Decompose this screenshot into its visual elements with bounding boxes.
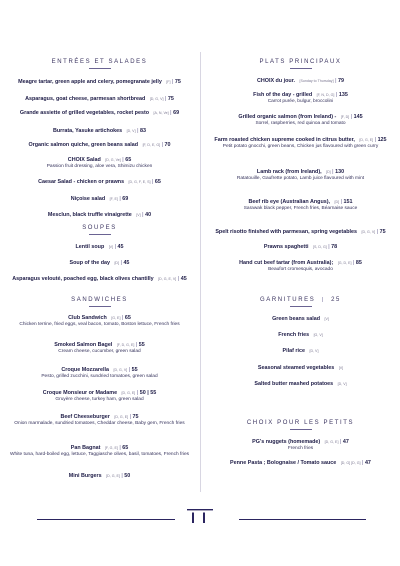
price-separator: | [176, 276, 181, 282]
column-divider [200, 52, 201, 492]
price-separator: | [117, 445, 123, 451]
dish-price: 85 [355, 260, 362, 266]
dish-price: 145 [353, 114, 363, 120]
price-separator: | [170, 79, 175, 85]
price-separator: | [135, 128, 140, 134]
allergen-codes: [V] [324, 317, 329, 321]
sandwich-item [7, 311, 192, 329]
price-separator: | [360, 460, 365, 466]
allergen-codes: [F, D, E, G] [142, 143, 161, 147]
dish-name: Asparagus velouté, poached egg, black olives chantilly [12, 276, 154, 282]
dish-description: Sarawak black pepper, French fries, Béarnaise sauce [243, 206, 358, 211]
sandwich-item [7, 363, 192, 381]
dish-price: 65 [125, 157, 132, 163]
dish-name: Beef Cheeseburger [60, 414, 110, 420]
dish-name: Croque Mozzarella [61, 367, 109, 373]
plat-item [208, 165, 393, 183]
dish-description: Pesto, grilled zucchini, sundried tomatoes, green salad [41, 374, 158, 379]
price-separator: | [127, 367, 132, 373]
dish-name: Pilaf rice [282, 348, 306, 354]
allergen-codes: [D, G, E, V] [158, 277, 177, 281]
plat-item [208, 110, 393, 128]
dish-description: Cream cheese, cucumber, green salad [58, 349, 141, 354]
dish-description: Carrot purée, bulgur, broccolini [267, 99, 334, 104]
garniture-item [208, 328, 393, 339]
dish-name: Club Sandwich [68, 315, 107, 321]
allergen-codes: [F, G, E] [104, 446, 118, 450]
allergen-codes: [F, E] [109, 197, 118, 201]
footer-rule-left [37, 519, 175, 520]
price-separator: | [140, 212, 146, 218]
price-separator: | [330, 169, 336, 175]
price-separator: | [326, 244, 332, 250]
dish-name: Mini Burgers [68, 473, 102, 479]
allergen-codes: [G, V] [313, 333, 323, 337]
dish-name: Caesar Salad - chicken or prawns [38, 179, 125, 185]
dish-name: Asparagus, goat cheese, parmesan shortbread [25, 96, 146, 102]
dish-name: Prawns spaghetti [263, 244, 309, 250]
allergen-codes: [F] [166, 80, 171, 84]
allergen-codes: [D, G, E] [114, 415, 129, 419]
plat-item [208, 74, 393, 85]
garnitures-price: 25 [331, 297, 341, 303]
price-separator: | [117, 196, 123, 202]
garniture-item [208, 312, 393, 323]
price-separator: | [163, 96, 168, 102]
dish-name: Farm roasted chicken supreme cooked in citrus butter, [214, 137, 355, 143]
plat-item [208, 240, 393, 251]
price-separator: | [120, 157, 126, 163]
plat-item [208, 256, 393, 274]
price-separator: | [333, 78, 338, 84]
section-title-soupes: SOUPES [7, 225, 192, 235]
price-separator: | [134, 342, 139, 348]
dish-price: 47 [364, 460, 371, 466]
price-separator: | [351, 260, 356, 266]
dish-name: Mesclun, black truffle vinaigrette [47, 212, 132, 218]
allergen-codes: [V] [338, 366, 344, 370]
dish-price: 70 [164, 142, 171, 148]
dish-name: Penne Pasta ; Bolognaise / Tomato sauce [230, 460, 337, 466]
price-separator: | [128, 414, 133, 420]
dish-description: Onion marmalade, sundried tomatoes, Cheddar cheese, Baby gem, French fries [14, 421, 185, 426]
soupe-item [7, 256, 192, 267]
dish-name: Grande assiette of grilled vegetables, rocket pesto [19, 110, 150, 116]
entree-item [7, 192, 192, 203]
dish-name: French fries [278, 332, 310, 338]
dish-price: 50 [124, 473, 131, 479]
dish-description: Gruyère cheese, turkey ham, green salad [55, 397, 144, 402]
allergen-codes: [G, D, E] [337, 261, 352, 265]
dish-description: Sorrel, raspberries, red quinoa and tomato [255, 121, 346, 126]
entree-item [7, 138, 192, 149]
price-separator: | [119, 473, 125, 479]
dish-price: 65 [124, 315, 131, 321]
section-title-entrees: ENTRÉES ET SALADES [7, 59, 192, 69]
dish-price: 65 [122, 445, 129, 451]
allergen-codes: [D, G, V] [149, 97, 164, 101]
dish-price: 75 [167, 96, 174, 102]
price-separator: | [339, 199, 344, 205]
plat-item [208, 133, 393, 151]
sandwich-item [7, 441, 192, 459]
dish-name: Hand cut beef tartar (from Australia); [239, 260, 334, 266]
dish-description: Beaufort cromesquis, avocado [268, 267, 333, 272]
allergen-codes: [F, D, G, E] [116, 343, 135, 347]
dish-name: Green beans salad [272, 316, 321, 322]
dish-price: 45 [123, 260, 130, 266]
dish-description: Passion fruit dressing, aloe vera, Shimizu chicken [46, 164, 153, 169]
dish-name: Spelt risotto finished with parmesan, spring vegetables [215, 229, 358, 235]
entree-item [7, 106, 192, 117]
garniture-item [208, 361, 393, 372]
dish-name: CHOIX du jour. [256, 78, 296, 84]
dish-price: 79 [338, 78, 344, 84]
allergen-codes: [Sunday to Thursday] [299, 79, 334, 83]
allergen-codes: [D, G, F, E, S] [128, 180, 151, 184]
dish-price: 83 [139, 128, 146, 134]
dish-name: Meagre tartar, green apple and celery, pomegranate jelly [18, 79, 162, 85]
sandwich-item [7, 410, 192, 428]
dish-price: 151 [343, 199, 353, 205]
dish-name: Smoked Salmon Bagel [54, 342, 113, 348]
dish-name: Lentil soup [75, 244, 105, 250]
allergen-codes: [S, D, G] [312, 245, 327, 249]
dish-price: 47 [342, 439, 349, 445]
dish-name: PG's nuggets (homemade) [252, 439, 321, 445]
price-separator: | [120, 315, 125, 321]
dish-price: 75 [379, 229, 386, 235]
section-title-plats: PLATS PRINCIPAUX [208, 59, 393, 69]
price-separator: | [338, 439, 343, 445]
dish-name: CHOIX Salad [67, 157, 101, 163]
dish-description: Petit potato gnocchi, green beans, Chicken jus flavoured with green curry [222, 144, 379, 149]
allergen-codes: [V] [108, 245, 114, 249]
sandwich-item [7, 469, 192, 480]
allergen-codes: [D, G, E] [359, 138, 374, 142]
allergen-codes: [F, D] [340, 115, 350, 119]
allergen-codes: [D, G, E] [324, 440, 339, 444]
dish-name: Beef rib eye (Australian Angus), [248, 199, 331, 205]
dish-price: 50 | 55 [139, 390, 157, 396]
section-title-enfants: CHOIX POUR LES PETITS [208, 420, 393, 430]
garniture-item [208, 377, 393, 388]
entree-item [7, 175, 192, 186]
entree-item [7, 124, 192, 135]
dish-description: Ratatouille, Gaufrette potato, Lamb juice flavoured with mint [236, 176, 365, 181]
dish-price: 130 [335, 169, 345, 175]
entree-item [7, 75, 192, 86]
dish-price: 55 [131, 367, 138, 373]
dish-price: 65 [154, 179, 161, 185]
plat-item [208, 195, 393, 213]
allergen-codes: [D] [334, 200, 340, 204]
dish-name: Grilled organic salmon (from Ireland) - [238, 114, 337, 120]
dish-price: 75 [132, 414, 139, 420]
dish-description: French fries [287, 446, 314, 451]
price-separator: | [334, 92, 339, 98]
dish-name: Fish of the day - grilled [253, 92, 313, 98]
price-separator: | [150, 179, 155, 185]
price-separator: | [373, 137, 378, 143]
entree-item [7, 208, 192, 219]
section-title-garnitures: GARNITURES | 25 [208, 297, 393, 307]
allergen-codes: [D, G, V] [361, 230, 376, 234]
price-separator: | [160, 142, 165, 148]
plat-item [208, 88, 393, 106]
dish-name: Seasonal steamed vegetables [257, 365, 335, 371]
allergen-codes: [V] [136, 213, 141, 217]
sandwich-item [7, 386, 192, 404]
dish-name: Organic salmon quiche, green beans salad [28, 142, 139, 148]
price-separator: | [113, 244, 118, 250]
price-separator: | [168, 110, 174, 116]
dish-name: Soup of the day [69, 260, 110, 266]
dish-price: 135 [338, 92, 348, 98]
entree-item [7, 153, 192, 171]
dish-price: 69 [173, 110, 180, 116]
price-separator: | [375, 229, 380, 235]
dish-name: Croque Monsieur or Madame [42, 390, 118, 396]
allergen-codes: [D, V] [309, 349, 319, 353]
allergen-codes: [A, N, Ve] [153, 111, 169, 115]
dish-price: 45 [180, 276, 187, 282]
pg-monogram-logo-icon [187, 509, 213, 523]
allergen-codes: [D, V] [337, 382, 347, 386]
enfant-item [208, 456, 393, 467]
allergen-codes: [D, G, E] [106, 474, 120, 478]
plat-item [208, 225, 393, 236]
enfant-item [208, 435, 393, 453]
dish-price: 75 [174, 79, 181, 85]
dish-name: Pan Bagnat [70, 445, 101, 451]
allergen-codes: [D, G] [D, G] [340, 461, 361, 465]
dish-price: 55 [138, 342, 145, 348]
dish-price: 45 [117, 244, 124, 250]
dish-name: Niçoise salad [70, 196, 106, 202]
garnitures-title: GARNITURES [260, 297, 316, 303]
dish-price: 78 [331, 244, 338, 250]
dish-name: Salted butter mashed potatoes [254, 381, 334, 387]
price-separator: | [135, 390, 140, 396]
sandwich-item [7, 338, 192, 356]
dish-name: Lamb rack (from Ireland), [256, 169, 322, 175]
allergen-codes: [D, V] [126, 129, 136, 133]
allergen-codes: [G, E] [111, 316, 121, 320]
soupe-item [7, 272, 192, 283]
entree-item [7, 92, 192, 103]
dish-description: Chicken terrine, fried eggs, veal bacon, tomato, Boston lettuce, French fries [19, 322, 180, 327]
allergen-codes: [D, G, V] [113, 368, 128, 372]
dish-price: 40 [145, 212, 152, 218]
dish-description: White tuna, hard-boiled egg, lettuce, Taggiasche olives, basil, tomatoes, French fries [9, 452, 190, 457]
garniture-item [208, 344, 393, 355]
soupe-item [7, 240, 192, 251]
footer-rule-right [239, 519, 366, 520]
section-title-sandwiches: SANDWICHES [7, 297, 192, 307]
allergen-codes: [D] [114, 261, 120, 265]
allergen-codes: [D] [326, 170, 331, 174]
allergen-codes: [D, G, E] [121, 391, 136, 395]
allergen-codes: [D, G, Ve] [105, 158, 121, 162]
price-separator: | [349, 114, 354, 120]
price-separator: | [119, 260, 124, 266]
dish-price: 125 [377, 137, 387, 143]
dish-name: Burrata, Yasuke artichokes [53, 128, 123, 134]
allergen-codes: [F, N, D, G] [316, 93, 335, 97]
dish-price: 69 [122, 196, 129, 202]
